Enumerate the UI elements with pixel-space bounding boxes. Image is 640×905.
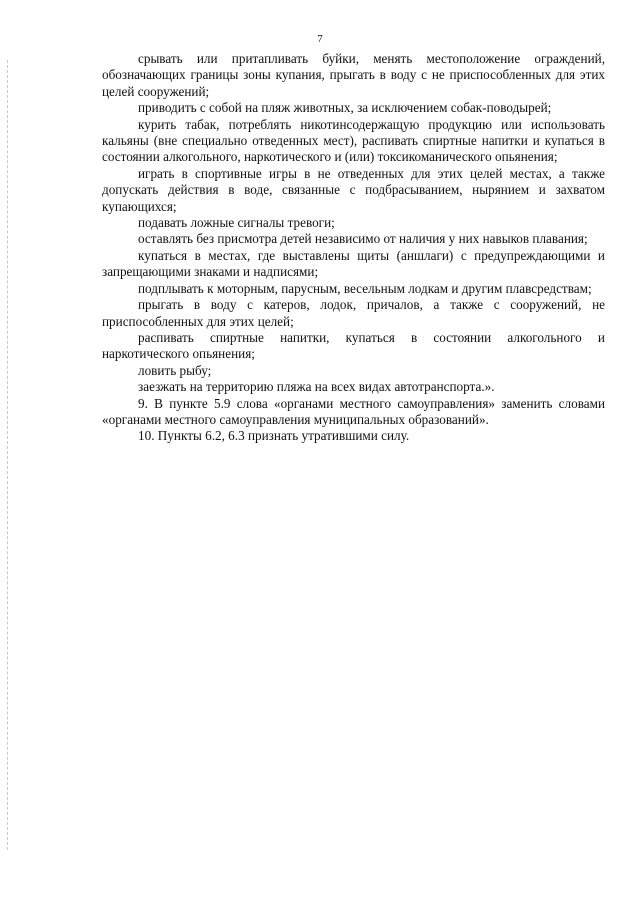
paragraph-boats: подплывать к моторным, парусным, весельным лодкам и другим плавсредствам; (138, 280, 592, 296)
paragraph-alcohol: распивать спиртные напитки, купаться в состоянии алкогольного и наркотического опьянения; (102, 329, 605, 362)
paragraph-jumping: прыгать в воду с катеров, лодок, причалов, а также с сооружений, не приспособленных для этих целей; (102, 297, 605, 329)
paragraph-smoking: курить табак, потреблять никотинсодержащую продукцию или использовать кальяны (вне специально отведенных мест), распивать спиртные напитки и купаться в состоянии алкогольного, наркотического и (или) токсикоманического опьянения; (102, 116, 605, 165)
paragraph-buoys: срывать или притапливать буйки, менять местоположение ограждений, обозначающих границы зоны купания, прыгать в воду с не приспособленных для этих целей сооружений; (102, 51, 605, 99)
paragraph-fishing: ловить рыбу; (138, 362, 212, 378)
paragraph-item-9: 9. В пункте 5.9 слова «органами местного самоуправления» заменить словами «органами местного самоуправления муниципальных образований». (102, 395, 605, 427)
paragraph-animals: приводить с собой на пляж животных, за исключением собак-поводырей; (138, 100, 552, 116)
paragraph-sports-games: играть в спортивные игры в не отведенных для этих целей местах, а также допускать действия в воде, связанные с подбрасыванием, нырянием и захватом купающихся; (102, 165, 605, 214)
paragraph-vehicles: заезжать на территорию пляжа на всех видах автотранспорта.». (138, 379, 495, 395)
paragraph-false-alarms: подавать ложные сигналы тревоги; (138, 215, 335, 231)
scan-margin-line (7, 60, 8, 850)
paragraph-warning-signs: купаться в местах, где выставлены щиты (аншлаги) с предупреждающими и запрещающими знаками и надписями; (102, 247, 605, 280)
paragraph-item-10: 10. Пункты 6.2, 6.3 признать утратившими силу. (138, 428, 410, 444)
paragraph-children: оставлять без присмотра детей независимо от наличия у них навыков плавания; (138, 231, 588, 247)
page-number: 7 (317, 33, 323, 45)
document-body (102, 51, 605, 445)
